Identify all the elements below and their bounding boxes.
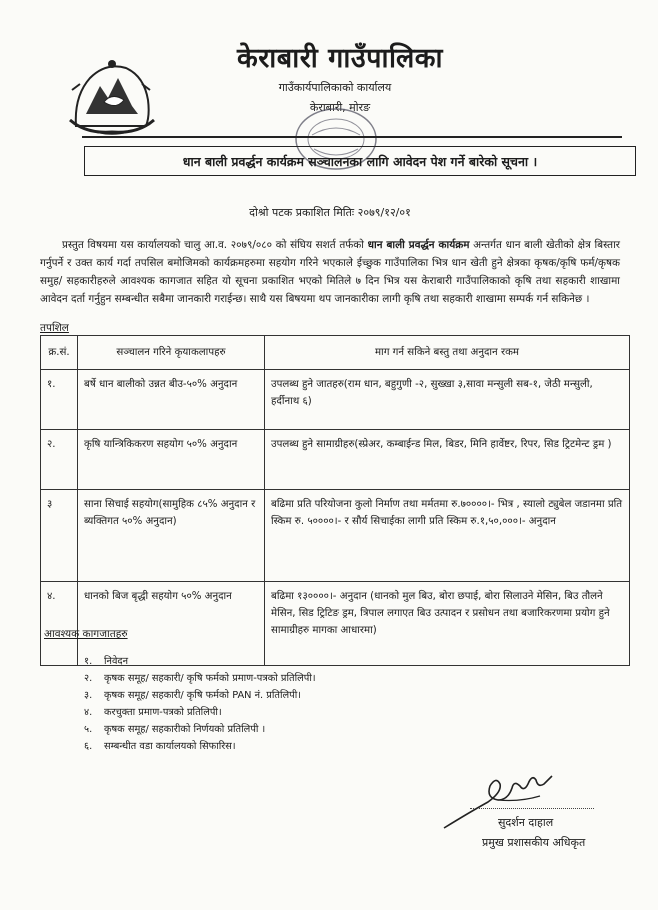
organization-name: केराबारी गाउँपालिका	[237, 43, 443, 74]
office-address: केराबारी, मोरङ	[309, 101, 371, 114]
signatory-name: सुदर्शन दाहाल	[498, 816, 554, 829]
item-number: १.	[84, 656, 93, 667]
office-name: गाउँकार्यपालिकाको कार्यालय	[278, 81, 392, 94]
table-row	[41, 370, 630, 430]
program-table	[40, 335, 630, 666]
schedule-label: तपशिल	[40, 322, 69, 334]
signatory-title: प्रमुख प्रशासकीय अधिकृत	[482, 836, 586, 849]
row-activity: साना सिचाई सहयोग(सामुहिक ८५% अनुदान र ब्यक्तिगत ५०% अनुदान)	[78, 490, 265, 582]
row-details: उपलब्ध हुने सामाग्रीहरु(स्प्रेअर, कम्बाईन्ड मिल, बिडर, मिनि हार्वेष्टर, रिपर, सिड ट्रिटमेन्ट ड्रम )	[265, 430, 630, 490]
header-serial: क्र.सं.	[41, 336, 78, 370]
table-row	[41, 430, 630, 490]
list-item	[84, 704, 316, 721]
row-serial: ४.	[41, 582, 78, 666]
header-rule	[82, 136, 622, 138]
program-name: धान बाली प्रवर्द्धन कार्यक्रम	[367, 239, 470, 251]
row-activity: बर्षे धान बालीको उन्नत बीउ-५०% अनुदान	[78, 370, 265, 430]
item-text: करचुक्ता प्रमाण-पत्रको प्रतिलिपी।	[104, 707, 222, 718]
intro-paragraph	[40, 236, 620, 308]
row-details: बढिमा प्रति परियोजना कुलो निर्माण तथा मर्मतमा रु.७००००।- भित्र , स्यालो ट्युबेल जडानमा प्रति स्किम रु. ५००००।- र सौर्य सिचाईका लागी प्रति स्किम रु.१,५०,०००।- अनुदान	[265, 490, 630, 582]
item-number: ३.	[84, 690, 93, 701]
header-items-grant: माग गर्न सकिने बस्तु तथा अनुदान रकम	[265, 336, 630, 370]
item-text: निवेदन	[104, 656, 129, 667]
list-item	[84, 653, 316, 670]
row-activity: कृषि यान्त्रिकिकरण सहयोग ५०% अनुदान	[78, 430, 265, 490]
item-text: कृषक समूह/ सहकारी/ कृषि फर्मको प्रमाण-पत्रको प्रतिलिपी।	[104, 673, 316, 684]
item-text: कृषक समूह/ सहकारीको निर्णयको प्रतिलिपी ।	[104, 724, 266, 735]
list-item	[84, 670, 316, 687]
intro-text-1: प्रस्तुत विषयमा यस कार्यालयको चालु आ.व. २०७९/०८० को संघिय सशर्त तर्फको	[62, 239, 368, 251]
row-serial: २.	[41, 430, 78, 490]
row-details: उपलब्ध हुने जातहरु(राम धान, बहुगुणी -२, सुख्खा ३,सावा मन्सुली सब-१, जेठी मन्सुली, हर्दीनाथ ६)	[265, 370, 630, 430]
item-text: कृषक समूह/ सहकारी/ कृषि फर्मको PAN नं. प्रतिलिपी।	[104, 690, 301, 701]
row-serial: ३	[41, 490, 78, 582]
item-text: सम्बन्धीत वडा कार्यालयको सिफारिस।	[104, 741, 236, 752]
intro-text-2: अन्तर्गत धान बाली खेतीको क्षेत्र बिस्तार गर्नुपर्ने र उक्त कार्य गर्दा तपसिल बमोजिमको कार्यक्रमहरुमा सहयोग गरिने भएकाले ईच्छुक गाउँपालिका भित्र धान खेती हुने क्षेत्रका कृषक/कृषि फर्म/कृषक समुह/ सहकारीहरुले आवश्यक कागजात सहित यो सूचना प्रकाशित भएको मितिले ७ दिन भित्र यस केराबारी गाउँपालिकाको कृषि तथा सहकारी शाखामा आवेदन दर्ता गर्नुहुन सम्बन्धीत सबैमा जानकारी गराईन्छ। साथै यस बिषयमा थप जानकारीका लागी कृषि तथा सहकारी शाखामा सम्पर्क गर्न सकिनेछ ।	[40, 239, 621, 305]
nepal-emblem-icon	[66, 56, 158, 136]
row-serial: १.	[41, 370, 78, 430]
publication-date: दोश्रो पटक प्रकाशित मितिः २०७९/१२/०१	[249, 206, 411, 219]
table-header-row	[41, 336, 630, 370]
list-item	[84, 721, 316, 738]
list-item	[84, 687, 316, 704]
list-item	[84, 738, 316, 755]
header-activity: सञ्चालन गरिने कृयाकलापहरु	[78, 336, 265, 370]
item-number: ४.	[84, 707, 93, 718]
required-documents-title: आवश्यक कागजातहरु	[44, 628, 128, 640]
row-activity: धानको बिज बृद्धी सहयोग ५०% अनुदान	[78, 582, 265, 666]
notice-title: धान बाली प्रवर्द्धन कार्यक्रम सञ्चालनका लागि आवेदन पेश गर्ने बारेको सूचना ।	[84, 146, 636, 176]
item-number: ६.	[84, 741, 93, 752]
item-number: ५.	[84, 724, 93, 735]
row-details: बढिमा १३००००।- अनुदान (धानको मुल बिउ, बोरा छपाई, बोरा सिलाउने मेसिन, बिउ तौलने मेसिन, सिड ट्रिटिङ ड्रम, त्रिपाल लगाएत बिउ उत्पादन र प्रसोधन तथा बजारिकरणमा प्रयोग हुने सामाग्रीहरु मागका आधारमा)	[265, 582, 630, 666]
item-number: २.	[84, 673, 93, 684]
signature-line	[470, 808, 594, 809]
table-row	[41, 490, 630, 582]
required-documents-list	[84, 653, 316, 755]
